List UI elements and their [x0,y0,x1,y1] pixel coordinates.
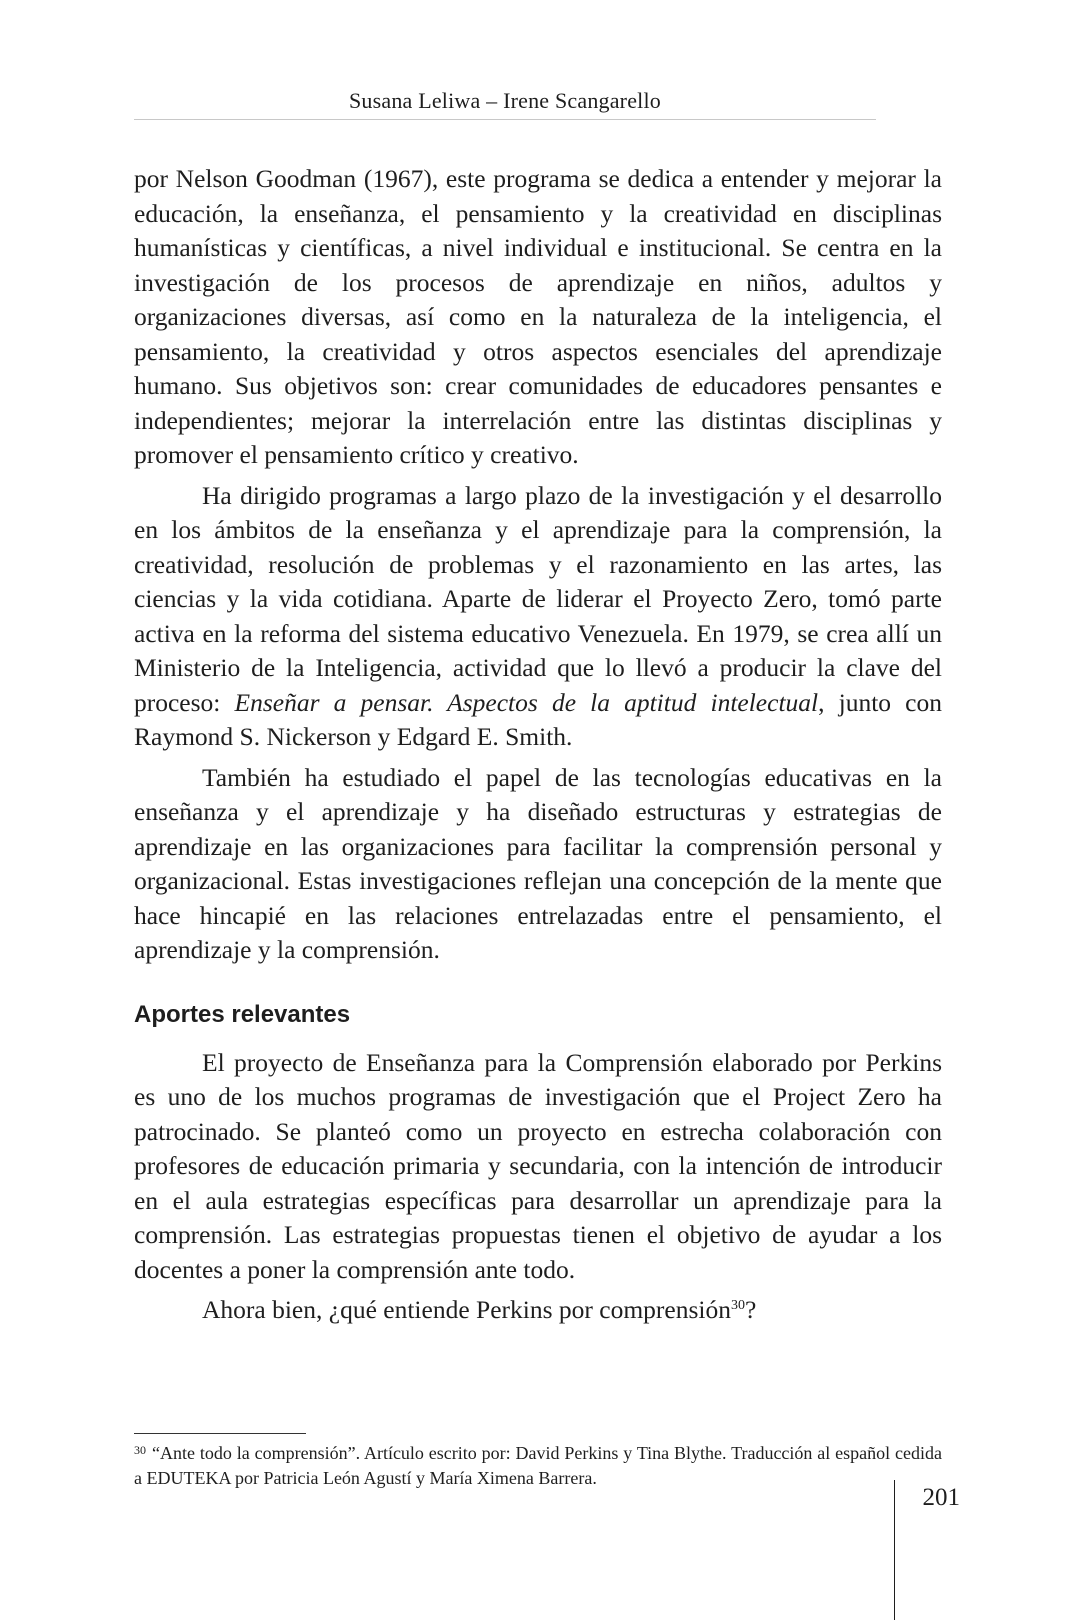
paragraph-4: El proyecto de Enseñanza para la Comprensión elaborado por Perkins es uno de los muchos programas de investigación que el Project Zero ha patrocinado. Se planteó como un proyecto en estrecha colaboración con profesores de educación primaria y secundaria, con la intención de introducir en el aula estrategias específicas para desarrollar un aprendizaje para la comprensión. Las estrategias propuestas tienen el objetivo de ayudar a los docentes a poner la comprensión ante todo. [134,1047,942,1284]
paragraph-5-end: ? [744,1295,757,1324]
header-rule [134,119,876,120]
footnote-number: 30 [134,1443,146,1457]
book-title: Enseñar a pensar. Aspectos de la aptitud intelectual [234,687,819,717]
body-text [134,162,942,1334]
paragraph-5 [134,1293,942,1328]
paragraph-1: por Nelson Goodman (1967), este programa se dedica a entender y mejorar la educación, la enseñanza, el pensamiento y la creatividad en disciplinas humanísticas y científicas, a nivel individual e institucional. Se centra en la investigación de los procesos de aprendizaje en niños, adultos y organizaciones diversas, así como en la naturaleza de la inteligencia, el pensamiento, la creatividad y otros aspectos esenciales del aprendizaje humano. Sus objetivos son: crear comunidades de educadores pensantes e independientes; mejorar la interrelación entre las distintas disciplinas y promover el pensamiento crítico y creativo. [134,164,942,469]
footnote [134,1441,942,1491]
footnote-text: “Ante todo la comprensión”. Artículo escrito por: David Perkins y Tina Blythe. Traducción al español cedida a EDUTEKA por Patricia León Agustí y María Ximena Barrera. [134,1443,942,1488]
paragraph-5-start: Ahora bien, ¿qué entiende Perkins por comprensión [202,1295,731,1324]
page-number: 201 [922,1484,960,1511]
running-header: Susana Leliwa – Irene Scangarello [348,88,662,113]
paragraph-2-end: , junto con Raymond S. Nickerson y Edgard E. Smith. [134,687,942,751]
paragraph-3: También ha estudiado el papel de las tecnologías educativas en la enseñanza y el aprendizaje y ha diseñado estructuras y estrategias de aprendizaje en las organizaciones para facilitar la comprensión personal y organizacional. Estas investigaciones reflejan una concepción de la mente que hace hincapié en las relaciones entrelazadas entre el pensamiento, el aprendizaje y la comprensión. [134,762,942,964]
footnote-rule [134,1433,306,1434]
footnote-reference[interactable]: 30 [730,1298,745,1313]
paragraph-2 [134,479,942,755]
paragraph-2-start: Ha dirigido programas a largo plazo de la investigación y el desarrollo en los ámbitos de la enseñanza y el aprendizaje para la comprensión, la creatividad, resolución de problemas y el razonamiento en las artes, las ciencias y la vida cotidiana. Aparte de liderar el Proyecto Zero, tomó parte activa en la reforma del sistema educativo Venezuela. En 1979, se crea allí un Ministerio de la Inteligencia, actividad que lo llevó a producir la clave del proceso: [134,480,942,717]
page-number-rule [894,1480,895,1620]
section-title: Aportes relevantes [134,1000,351,1028]
